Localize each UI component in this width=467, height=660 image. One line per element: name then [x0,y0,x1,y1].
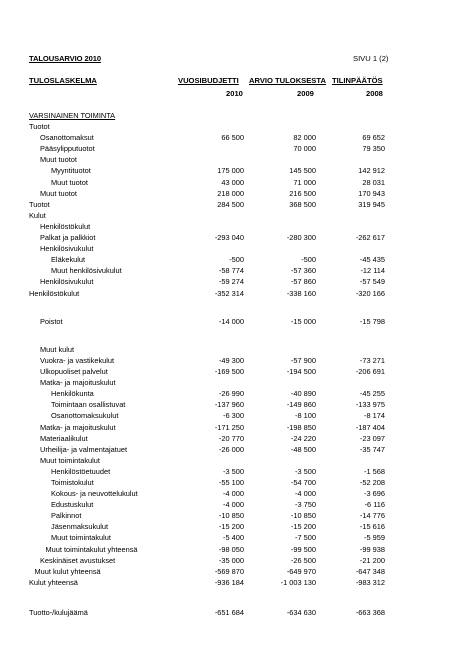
row-label: Henkilösivukulut [40,244,94,254]
value-statement-2008: 69 652 [362,133,385,143]
value-budget-2010: -171 250 [214,422,244,432]
row-label: Toimistokulut [51,478,94,487]
value-budget-2010: -293 040 [214,233,244,243]
row-label: Muut kulut yhteensä [34,566,101,576]
row-label: Ulkopuoliset palvelut [40,367,108,377]
table-row [0,165,467,176]
table-row [0,210,467,221]
table-row [0,154,467,165]
value-statement-2008: 319 945 [358,199,385,209]
row-label: Muut toimintakulut [40,455,100,465]
value-statement-2008: -12 114 [360,266,385,276]
value-estimate-2009: -10 850 [290,511,316,521]
table-row [0,488,467,499]
row-label: Materiaalikulut [40,433,88,443]
value-budget-2010: -49 300 [218,355,244,365]
value-estimate-2009: -40 890 [290,389,316,399]
value-statement-2008: -8 174 [364,411,385,421]
table-row [0,254,467,265]
table-row [0,110,467,121]
value-estimate-2009: -4 000 [295,489,316,499]
row-label: Muut tuotot [40,155,77,165]
table-row [0,521,467,532]
value-budget-2010: -352 314 [214,288,244,298]
value-estimate-2009: 216 500 [289,188,316,198]
value-estimate-2009: -26 500 [290,555,316,565]
value-estimate-2009: -8 100 [295,411,316,421]
table-row [0,265,467,276]
value-estimate-2009: -99 500 [290,544,316,554]
row-label: Kulut yhteensä [29,577,78,587]
table-row [0,510,467,521]
table-row [0,288,467,299]
value-estimate-2009: -280 300 [286,233,316,243]
value-estimate-2009: -649 970 [286,566,316,576]
row-label: Henkilöstökulut [29,288,80,298]
value-budget-2010: -35 000 [218,555,244,565]
value-budget-2010: -569 870 [214,566,244,576]
document-title: TALOUSARVIO 2010 [29,54,101,63]
table-row [0,410,467,421]
row-label: Henkilösivukulut [40,277,94,287]
row-label: Muut tuotot [51,177,88,187]
table-row [0,499,467,510]
table-row [0,199,467,210]
value-statement-2008: 79 350 [362,144,385,154]
value-budget-2010: 43 000 [221,177,244,187]
value-statement-2008: -45 435 [359,255,385,265]
table-row [0,555,467,566]
row-label: Urheilija- ja valmentajatuet [40,444,128,454]
row-label: Henkilökunta [51,389,94,399]
table-row [0,143,467,154]
value-budget-2010: -169 500 [214,367,244,377]
value-estimate-2009: 82 000 [293,133,316,143]
row-label: Tuotot [29,122,50,132]
table-row [0,422,467,433]
value-statement-2008: -1 568 [364,466,385,476]
value-estimate-2009: -198 850 [286,422,316,432]
table-row [0,399,467,410]
table-row [0,433,467,444]
row-label: Muut toimintakulut [51,533,111,543]
value-estimate-2009: -15 000 [290,316,316,326]
row-label: Palkat ja palkkiot [40,233,96,243]
value-budget-2010: -6 300 [223,411,244,421]
value-statement-2008: -262 617 [355,233,385,243]
value-estimate-2009: 71 000 [293,177,316,187]
value-budget-2010: -651 684 [214,608,244,618]
value-estimate-2009: -24 220 [290,433,316,443]
row-label: Henkilöstöetuudet [51,466,111,476]
row-label: Eläkekulut [51,255,86,265]
value-budget-2010: 66 500 [221,133,244,143]
row-label: Pääsylipputuotot [40,144,95,154]
value-budget-2010: -55 100 [218,478,244,487]
row-label: Matka- ja majoituskulut [40,422,116,432]
value-statement-2008: -6 116 [364,500,385,510]
table-row [0,276,467,287]
row-label: Keskinäiset avustukset [40,555,116,565]
value-budget-2010: 284 500 [217,199,244,209]
value-statement-2008: -45 255 [359,389,385,399]
table-row [0,477,467,488]
table-row [0,588,467,607]
row-label: Henkilöstökulut [40,221,91,231]
row-label: Jäsenmaksukulut [51,522,109,532]
value-estimate-2009: -500 [301,255,316,265]
value-estimate-2009: -149 860 [286,400,316,410]
column-header-budget: VUOSIBUDJETTI [178,76,239,85]
table-row [0,316,467,327]
value-estimate-2009: -338 160 [286,288,316,298]
table-row [0,299,467,316]
row-label: Palkinnot [51,511,82,521]
table-row [0,366,467,377]
value-statement-2008: -663 368 [355,608,385,618]
table-row [0,177,467,188]
table-row [0,388,467,399]
column-header-estimate: ARVIO TULOKSESTA [249,76,326,85]
value-budget-2010: -4 000 [223,489,244,499]
value-estimate-2009: -7 500 [295,533,316,543]
value-statement-2008: -99 938 [359,544,385,554]
column-year-estimate: 2009 [297,89,314,98]
value-estimate-2009: -15 200 [290,522,316,532]
row-label: Poistot [40,316,63,326]
value-budget-2010: -15 200 [218,522,244,532]
row-label: Vuokra- ja vastikekulut [40,355,115,365]
value-estimate-2009: -54 700 [290,478,316,487]
page-number: SIVU 1 (2) [353,54,389,63]
value-budget-2010: 218 000 [217,188,244,198]
value-estimate-2009: -3 500 [295,466,316,476]
table-row [0,327,467,344]
value-statement-2008: -983 312 [355,577,385,587]
value-budget-2010: -4 000 [223,500,244,510]
value-budget-2010: -58 774 [218,266,244,276]
table-row [0,577,467,588]
value-statement-2008: -14 776 [359,511,385,521]
value-statement-2008: -206 691 [355,367,385,377]
row-label: Matka- ja majoituskulut [40,378,116,388]
row-label: Tuotot [29,199,50,209]
value-budget-2010: -500 [229,255,244,265]
value-budget-2010: -98 050 [218,544,244,554]
value-estimate-2009: -3 750 [295,500,316,510]
value-statement-2008: -3 696 [364,489,385,499]
row-label: Muut tuotot [40,188,77,198]
value-estimate-2009: -57 900 [290,355,316,365]
table-row [0,544,467,555]
table-row [0,243,467,254]
value-estimate-2009: 70 000 [293,144,316,154]
table-row [0,188,467,199]
row-label: Muut henkilösivukulut [51,266,122,276]
table-row [0,221,467,232]
row-label: Kulut [29,210,46,220]
value-budget-2010: -3 500 [223,466,244,476]
row-label: Edustuskulut [51,500,94,510]
row-label: VARSINAINEN TOIMINTA [29,111,116,120]
row-label: Muut toimintakulut yhteensä [45,544,138,554]
table-row [0,377,467,388]
value-statement-2008: -57 549 [359,277,385,287]
value-budget-2010: -20 770 [218,433,244,443]
value-statement-2008: -15 616 [359,522,385,532]
value-statement-2008: -187 404 [355,422,385,432]
value-statement-2008: -52 208 [359,478,385,487]
row-label: Osanottomaksukulut [51,411,119,421]
table-row [0,455,467,466]
table-row [0,355,467,366]
value-statement-2008: -23 097 [359,433,385,443]
budget-table [0,110,467,618]
value-statement-2008: -5 959 [364,533,385,543]
table-row [0,532,467,543]
value-statement-2008: 142 912 [358,166,385,176]
value-statement-2008: -21 200 [359,555,385,565]
table-row [0,121,467,132]
value-budget-2010: 175 000 [217,166,244,176]
table-row [0,466,467,477]
table-row [0,232,467,243]
value-estimate-2009: 145 500 [289,166,316,176]
value-statement-2008: 28 031 [362,177,385,187]
value-statement-2008: -647 348 [355,566,385,576]
value-statement-2008: -320 166 [355,288,385,298]
row-label: Toimintaan osallistuvat [51,400,126,410]
value-estimate-2009: -57 360 [290,266,316,276]
value-statement-2008: -35 747 [359,444,385,454]
value-budget-2010: -137 960 [214,400,244,410]
column-year-statement: 2008 [366,89,383,98]
value-budget-2010: -59 274 [218,277,244,287]
value-statement-2008: 170 943 [358,188,385,198]
value-estimate-2009: -634 630 [286,608,316,618]
table-row [0,607,467,618]
value-statement-2008: -73 271 [359,355,385,365]
table-row [0,344,467,355]
table-row [0,566,467,577]
value-statement-2008: -15 798 [359,316,385,326]
value-budget-2010: -5 400 [223,533,244,543]
column-header-statement: TILINPÄÄTÖS [332,76,383,85]
row-label: Muut kulut [40,344,75,354]
value-estimate-2009: -1 003 130 [280,577,316,587]
value-budget-2010: -10 850 [218,511,244,521]
value-budget-2010: -14 000 [218,316,244,326]
value-budget-2010: -26 000 [218,444,244,454]
row-label: Kokous- ja neuvottelukulut [51,489,138,499]
section-heading: TULOSLASKELMA [29,76,97,85]
row-label: Osanottomaksut [40,133,94,143]
value-estimate-2009: -194 500 [286,367,316,377]
table-row [0,132,467,143]
value-budget-2010: -26 990 [218,389,244,399]
row-label: Tuotto-/kulujäämä [29,608,88,618]
column-year-budget: 2010 [226,89,243,98]
row-label: Myyntituotot [51,166,91,176]
value-estimate-2009: 368 500 [289,199,316,209]
value-statement-2008: -133 975 [355,400,385,410]
value-estimate-2009: -57 860 [290,277,316,287]
value-estimate-2009: -48 500 [290,444,316,454]
value-budget-2010: -936 184 [214,577,244,587]
table-row [0,444,467,455]
